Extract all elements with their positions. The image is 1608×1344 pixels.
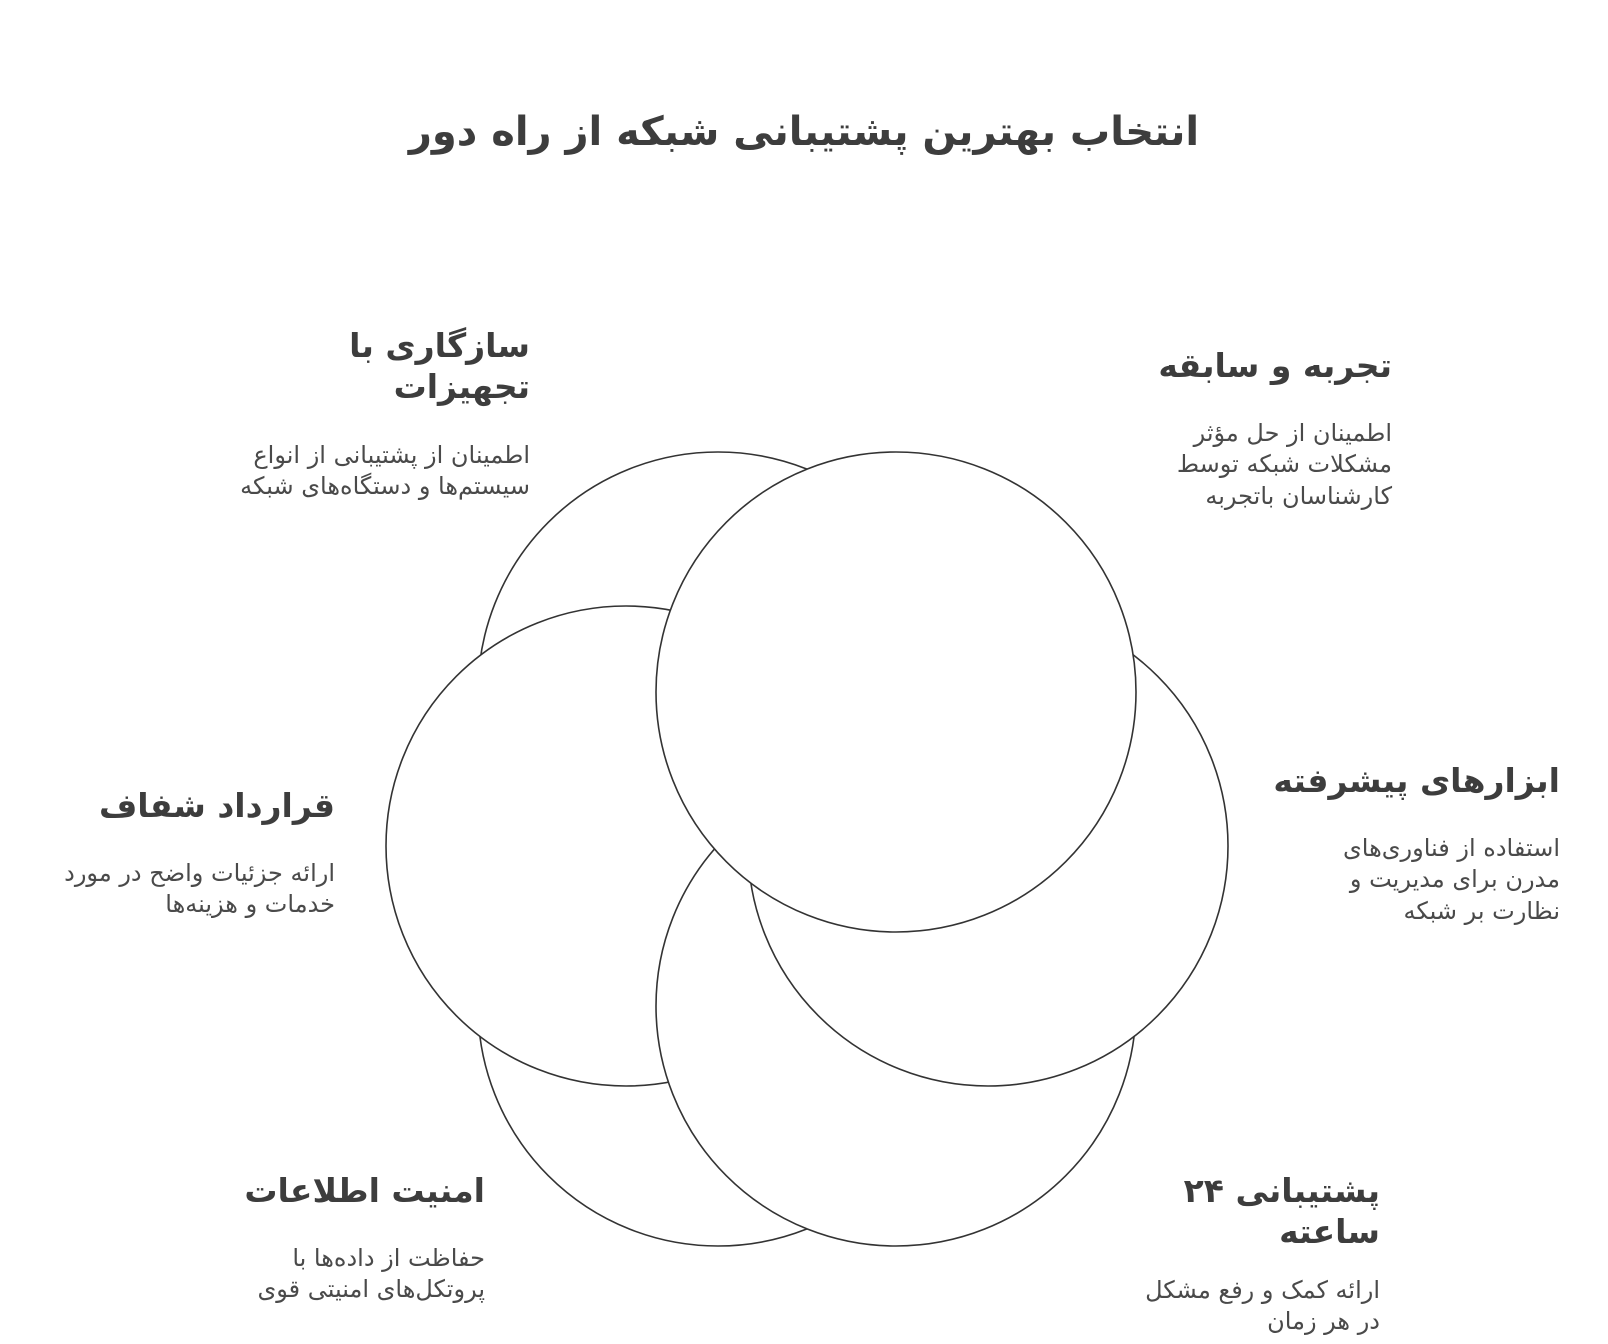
item-description: اطمینان از حل مؤثر مشکلات شبکه توسط کارشناسان باتجربه [1176, 419, 1392, 510]
item-advanced-tools [1270, 760, 1560, 927]
item-transparent-contract [50, 785, 335, 921]
item-heading: پشتیبانی ۲۴ ساعته [1183, 1171, 1380, 1252]
item-heading: سازگاری با تجهیزات [349, 326, 530, 407]
diagram-title: انتخاب بهترین پشتیبانی شبکه از راه دور [408, 109, 1200, 155]
item-experience [1120, 345, 1392, 512]
petal-experience [656, 452, 1136, 932]
item-description: استفاده از فناوری‌های مدرن برای مدیریت و نظارت بر شبکه [1343, 834, 1560, 925]
item-heading: امنیت اطلاعات [244, 1171, 485, 1210]
item-support-24 [1140, 1170, 1380, 1337]
item-compatibility [220, 325, 530, 502]
item-heading: قرارداد شفاف [98, 786, 335, 825]
item-description: حفاظت از داده‌ها با پروتکل‌های امنیتی قوی [257, 1244, 485, 1304]
item-description: اطمینان از پشتیبانی از انواع سیستم‌ها و دستگاه‌های شبکه [240, 440, 530, 500]
item-security [195, 1170, 485, 1306]
item-description: ارائه کمک و رفع مشکل در هر زمان [1145, 1275, 1380, 1335]
item-heading: ابزارهای پیشرفته [1273, 761, 1560, 800]
item-heading: تجربه و سابقه [1158, 346, 1392, 385]
item-description: ارائه جزئیات واضح در مورد خدمات و هزینه‌ها [64, 859, 335, 919]
